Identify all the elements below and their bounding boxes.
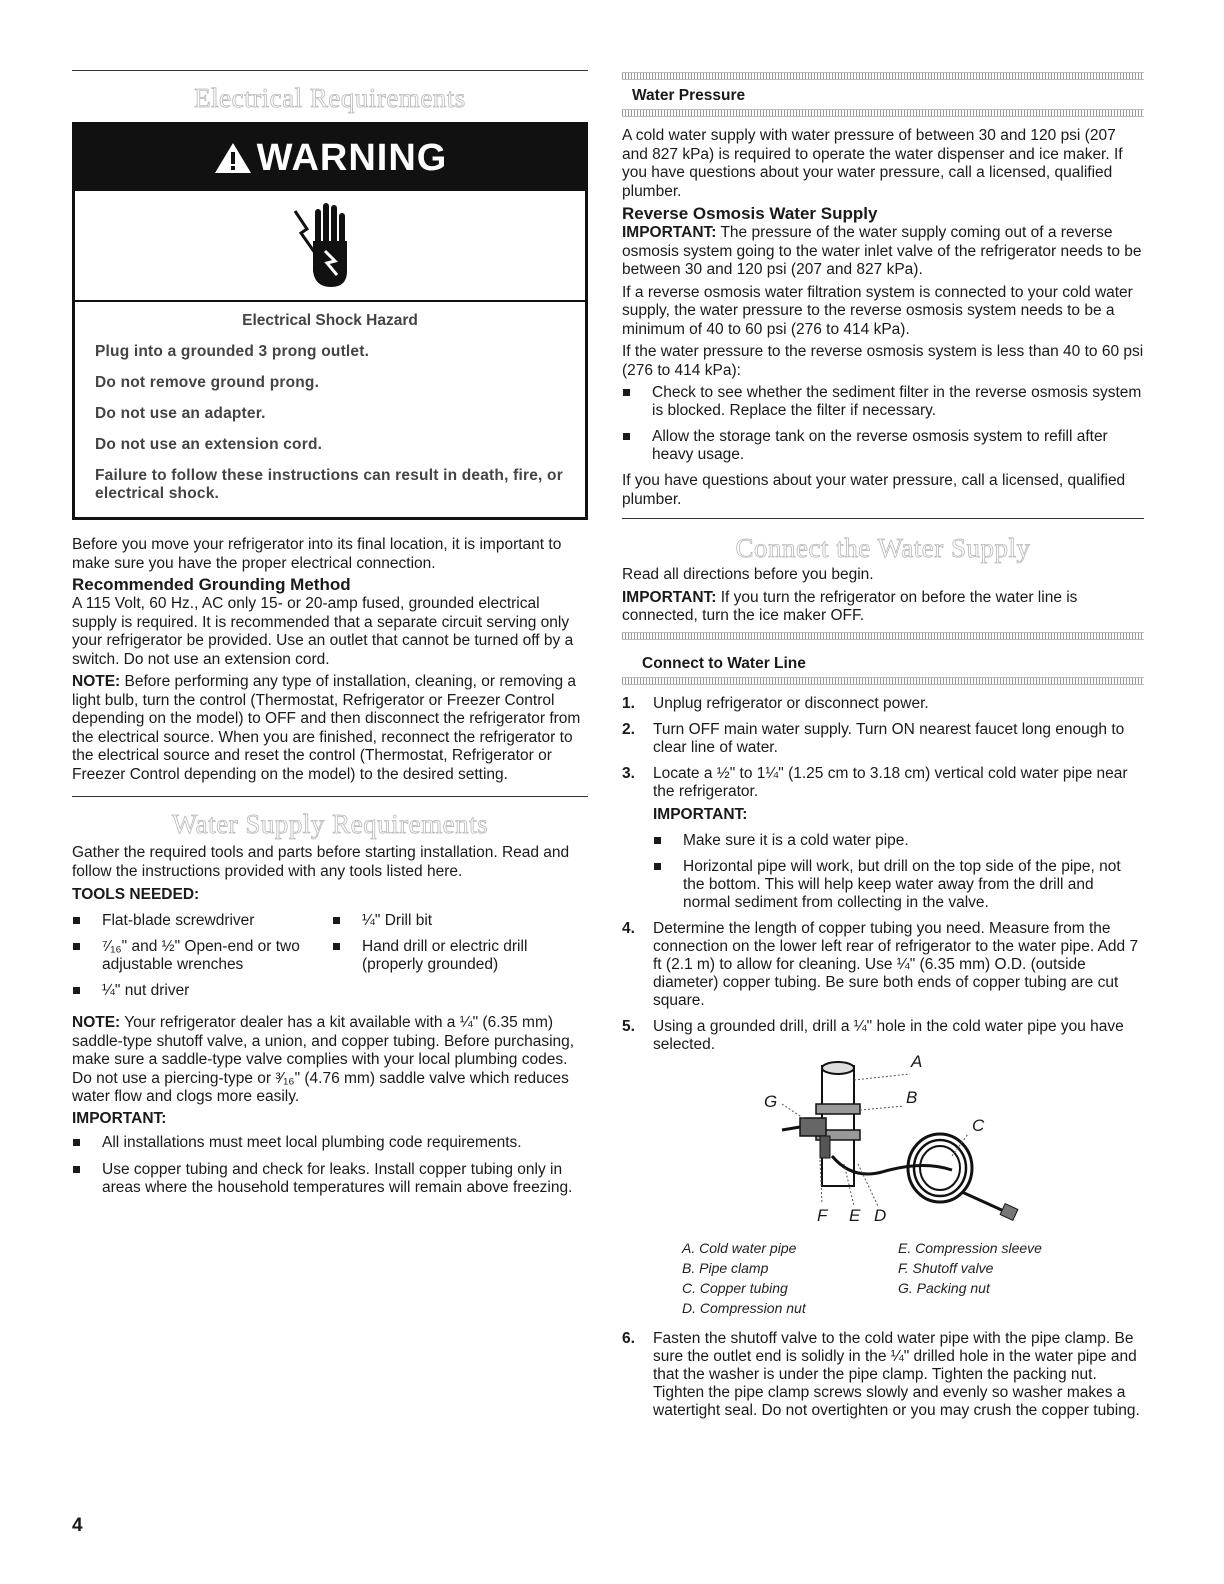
important-label: IMPORTANT: — [622, 588, 717, 606]
list-item: Horizontal pipe will work, but drill on the top side of the pipe, not the bottom. This will help keep water away from the drill and normal sediment from collecting in the valve. — [653, 858, 1144, 912]
page-number: 4 — [72, 1515, 83, 1536]
step-number: 1. — [622, 694, 635, 712]
grounding-heading: Recommended Grounding Method — [72, 575, 351, 594]
water-supply-requirements-title: Water Supply Requirements — [171, 809, 489, 839]
warning-body — [75, 302, 585, 517]
reverse-osmosis-heading: Reverse Osmosis Water Supply — [622, 204, 878, 223]
important-list — [72, 1134, 588, 1197]
left-column — [72, 70, 588, 1197]
important-text: If you turn the refrigerator on before the water line is connected, turn the ice maker OFF. — [622, 588, 1078, 624]
ro-text: If the water pressure to the reverse osmosis system is less than 40 to 60 psi (276 to 414 kPa): — [622, 343, 1144, 379]
ro-bullets — [622, 384, 1144, 464]
caption: D. Compression nut — [682, 1299, 806, 1316]
note-paragraph — [72, 673, 588, 784]
shutoff-valve-figure — [622, 1051, 1144, 1230]
ro-text: If a reverse osmosis water filtration system is connected to your cold water supply, the water pressure to the reverse osmosis system needs to be a minimum of 40 to 60 psi (276 to 414 kPa). — [622, 283, 1133, 338]
step-item — [622, 920, 1144, 1010]
caption: B. Pipe clamp — [682, 1259, 769, 1276]
callout-f: F — [817, 1205, 828, 1225]
cold-water-pipe-shape — [822, 1066, 854, 1186]
note-text: Before performing any type of installation, cleaning, or removing a light bulb, turn the control (Thermostat, Refrigerator or Freezer Control depending on the model) to OFF and then disconnect the refrigerator from the electrical source. When you are finished, reconnect the refrigerator to the electrical source and reset the control (Thermostat, Refrigerator or Freezer Control depending on the model) to the desired setting. — [72, 673, 581, 783]
dotted-rule — [622, 632, 1144, 640]
connect-water-line-heading: Connect to Water Line — [642, 654, 806, 672]
pipe-clamp-shape — [816, 1104, 860, 1114]
step3-important-heading: IMPORTANT: — [653, 805, 748, 823]
shutoff-valve-shape — [800, 1118, 826, 1136]
note-label: NOTE: — [72, 1014, 121, 1031]
step-number: 6. — [622, 1329, 635, 1347]
callout-b: B — [906, 1087, 918, 1107]
step-number: 2. — [622, 720, 635, 738]
caption: F. Shutoff valve — [898, 1259, 994, 1276]
section-rule — [72, 70, 588, 71]
read-directions-text: Read all directions before you begin. — [622, 566, 874, 583]
warning-heading: WARNING — [256, 136, 448, 179]
warning-line: Failure to follow these instructions can result in death, fire, or electrical shock. — [95, 467, 563, 502]
callout-c: C — [972, 1115, 985, 1135]
callout-g: G — [764, 1091, 778, 1111]
electric-shock-hand-icon — [293, 201, 353, 293]
important-heading: IMPORTANT: — [72, 1109, 167, 1127]
step-number: 5. — [622, 1017, 635, 1035]
step-number: 4. — [622, 919, 635, 937]
figure-captions — [622, 1238, 1144, 1318]
section-rule — [72, 796, 588, 797]
tools-heading: TOOLS NEEDED: — [72, 886, 200, 903]
step-text: Turn OFF main water supply. Turn ON nearest faucet long enough to clear line of water. — [653, 720, 1125, 756]
warning-line: Do not use an extension cord. — [95, 436, 323, 453]
warning-line: Plug into a grounded 3 prong outlet. — [95, 343, 370, 360]
connect-steps-continued — [622, 920, 1144, 1054]
right-column — [622, 72, 1144, 1420]
list-item: Check to see whether the sediment filter in the reverse osmosis system is blocked. Replace the filter if necessary. — [622, 384, 1144, 420]
list-item: ⁷⁄₁₆" and ½" Open-end or two adjustable wrenches — [72, 938, 328, 974]
step-item — [622, 1018, 1144, 1054]
step-item — [622, 695, 1144, 713]
callout-a: A — [911, 1051, 923, 1071]
tools-column-2 — [332, 912, 588, 1000]
list-item: All installations must meet local plumbing code requirements. — [72, 1134, 588, 1152]
step-item — [622, 721, 1144, 757]
compression-nut-shape — [1000, 1203, 1018, 1220]
caption: G. Packing nut — [898, 1279, 990, 1296]
electrical-intro: Before you move your refrigerator into its final location, it is important to make sure you have the proper electrical connection. — [72, 536, 562, 572]
step-item — [622, 1330, 1144, 1420]
grounding-text: A 115 Volt, 60 Hz., AC only 15- or 20-amp fused, grounded electrical supply is required. It is recommended that a separate circuit serving only your refrigerator be provided. Use an outlet that cannot be turned off by a switch. Do not use an extension cord. — [72, 595, 574, 668]
connect-water-supply-title: Connect the Water Supply — [735, 533, 1031, 563]
note-text: Your refrigerator dealer has a kit available with a ¼" (6.35 mm) saddle-type shutoff valve, a union, and copper tubing. Before purchasing, make sure a saddle-type valve complies with your local plumbing codes. Do not use a piercing-type or ³⁄₁₆" (4.76 mm) saddle valve which reduces water flow and clogs more easily. — [72, 1014, 575, 1105]
dotted-rule — [622, 109, 1144, 117]
list-item: Flat-blade screwdriver — [72, 912, 328, 930]
warning-box — [72, 122, 588, 520]
list-item: Hand drill or electric drill (properly grounded) — [332, 938, 588, 974]
connect-important-paragraph — [622, 589, 1144, 626]
important-label: IMPORTANT: — [622, 224, 717, 241]
ro-text: If you have questions about your water pressure, call a licensed, qualified plumber. — [622, 472, 1126, 508]
tools-list — [72, 912, 588, 1000]
list-item: Use copper tubing and check for leaks. Install copper tubing only in areas where the household temperatures will remain above freezing. — [72, 1161, 588, 1197]
warning-line: Do not use an adapter. — [95, 405, 266, 422]
step-text: Determine the length of copper tubing you need. Measure from the connection on the lower left rear of refrigerator to the water pipe. Add 7 ft (2.1 m) to allow for cleaning. Use ¼" (6.35 mm) O.D. (outside diameter) copper tubing. Be sure both ends of copper tubing are cut square. — [653, 919, 1139, 1009]
step-text: Locate a ½" to 1¼" (1.25 cm to 3.18 cm) vertical cold water pipe near the refrigerator. — [653, 764, 1128, 800]
step-number: 3. — [622, 764, 635, 782]
captions-column-2 — [898, 1238, 1042, 1318]
section-rule — [622, 518, 1144, 519]
dotted-rule — [622, 677, 1144, 685]
gather-text: Gather the required tools and parts before starting installation. Read and follow the instructions provided with any tools listed here. — [72, 844, 570, 880]
step-text: Using a grounded drill, drill a ¼" hole in the cold water pipe you have selected. — [653, 1017, 1124, 1053]
note-label: NOTE: — [72, 673, 121, 690]
list-item: ¼" Drill bit — [332, 912, 588, 930]
tools-column-1 — [72, 912, 328, 1000]
warning-line: Do not remove ground prong. — [95, 374, 320, 391]
ro-important-paragraph — [622, 224, 1144, 280]
connect-steps — [622, 695, 1144, 801]
water-line-illustration — [622, 1060, 1144, 1230]
shock-hazard-pictogram — [75, 191, 585, 302]
dotted-rule — [622, 72, 1144, 80]
list-item: Allow the storage tank on the reverse osmosis system to refill after heavy usage. — [622, 428, 1144, 464]
connect-steps-final — [622, 1330, 1144, 1420]
important-text: The pressure of the water supply coming out of a reverse osmosis system going to the water inlet valve of the refrigerator needs to be between 30 and 120 psi (207 and 827 kPa). — [622, 224, 1142, 278]
list-item: Make sure it is a cold water pipe. — [653, 832, 1144, 850]
warning-triangle-icon — [213, 141, 253, 175]
caption: A. Cold water pipe — [682, 1239, 797, 1256]
callout-d: D — [874, 1205, 887, 1225]
step-text: Unplug refrigerator or disconnect power. — [653, 694, 929, 712]
step3-bullets — [653, 832, 1144, 912]
callout-e: E — [849, 1205, 861, 1225]
kit-note-paragraph — [72, 1014, 588, 1107]
list-item: ¼" nut driver — [72, 982, 328, 1000]
step-text: Fasten the shutoff valve to the cold water pipe with the pipe clamp. Be sure the outlet end is solidly in the ¼" drilled hole in the water pipe and that the washer is under the pipe clamp. Tighten the packing nut. Tighten the pipe clamp screws slowly and evenly so washer makes a watertight seal. Do not overtighten or you may crush the copper tubing. — [653, 1329, 1140, 1419]
water-pressure-heading: Water Pressure — [632, 87, 746, 104]
water-pressure-text: A cold water supply with water pressure of between 30 and 120 psi (207 and 827 kPa) is required to operate the water dispenser and ice maker. If you have questions about your water pressure, call a licensed, qualified plumber. — [622, 127, 1123, 200]
electrical-requirements-title: Electrical Requirements — [194, 83, 466, 113]
captions-column-1 — [682, 1238, 898, 1318]
hazard-title: Electrical Shock Hazard — [242, 312, 418, 329]
caption: E. Compression sleeve — [898, 1239, 1042, 1256]
caption: C. Copper tubing — [682, 1279, 788, 1296]
warning-header — [75, 125, 585, 191]
step-item — [622, 765, 1144, 801]
